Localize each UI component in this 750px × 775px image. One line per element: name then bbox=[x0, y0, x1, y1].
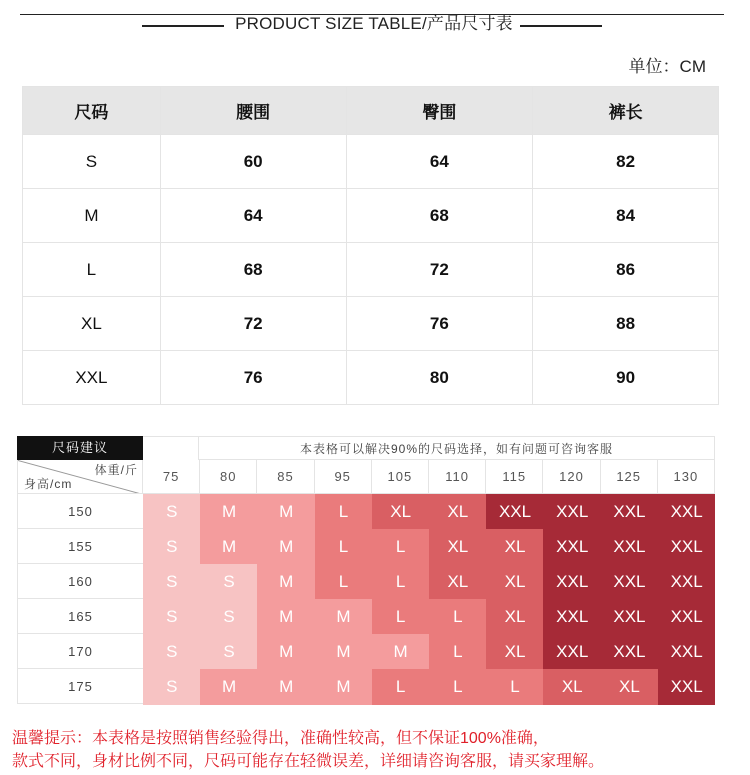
size-recommendation-cell: XXL bbox=[543, 634, 601, 670]
size-recommendation-cell: M bbox=[315, 599, 373, 635]
size-recommendation-cell: L bbox=[372, 599, 430, 635]
waist-cell: 64 bbox=[160, 189, 346, 243]
header-hip: 臀围 bbox=[346, 87, 533, 135]
size-recommendation-cell: XXL bbox=[601, 599, 659, 635]
size-recommendation-cell: XXL bbox=[601, 529, 659, 565]
size-recommendation-cell: S bbox=[143, 634, 201, 670]
tip-line-2: 款式不同，身材比例不同，尺码可能存在轻微误差，详细请咨询客服，请买家理解。 bbox=[12, 753, 605, 770]
size-recommendation-cell: L bbox=[315, 564, 373, 600]
weight-axis-label: 体重/斤 bbox=[94, 463, 138, 477]
weight-header: 125 bbox=[601, 460, 658, 494]
size-recommendation-cell: XXL bbox=[658, 494, 716, 530]
tip-line-1: 温馨提示：本表格是按照销售经验得出，准确性较高，但不保证100%准确， bbox=[12, 730, 549, 747]
hip-cell: 76 bbox=[346, 297, 533, 351]
weight-header: 80 bbox=[200, 460, 257, 494]
length-cell: 84 bbox=[533, 189, 719, 243]
size-recommendation-cell: M bbox=[257, 564, 315, 600]
waist-cell: 60 bbox=[160, 135, 346, 189]
size-recommendation-cell: XL bbox=[429, 529, 487, 565]
size-cell: S bbox=[23, 135, 161, 189]
hip-cell: 80 bbox=[346, 351, 533, 405]
size-cell: L bbox=[23, 243, 161, 297]
size-recommendation-cell: XL bbox=[429, 564, 487, 600]
table-row bbox=[23, 135, 719, 189]
size-recommendation-cell: XL bbox=[543, 669, 601, 705]
size-recommendation-cell: XL bbox=[486, 634, 544, 670]
length-cell: 86 bbox=[533, 243, 719, 297]
unit-label: 单位：CM bbox=[628, 57, 706, 76]
page-title: PRODUCT SIZE TABLE/产品尺寸表 bbox=[235, 14, 513, 33]
length-cell: 88 bbox=[533, 297, 719, 351]
size-recommendation-cell: XXL bbox=[658, 634, 716, 670]
size-recommendation-cell: L bbox=[429, 669, 487, 705]
size-recommendation-cell: M bbox=[200, 669, 258, 705]
size-recommendation-cell: S bbox=[200, 599, 258, 635]
size-recommendation-cell: XXL bbox=[543, 494, 601, 530]
length-cell: 82 bbox=[533, 135, 719, 189]
size-recommendation-cell: XXL bbox=[601, 494, 659, 530]
size-recommendation-cell: XXL bbox=[543, 529, 601, 565]
header-size: 尺码 bbox=[23, 87, 161, 135]
hip-cell: 68 bbox=[346, 189, 533, 243]
waist-cell: 72 bbox=[160, 297, 346, 351]
size-recommendation-cell: XL bbox=[486, 529, 544, 565]
size-recommendation-cell: L bbox=[315, 494, 373, 530]
title-rule-left bbox=[142, 25, 224, 27]
size-recommendation-cell: XXL bbox=[658, 564, 716, 600]
size-recommendation-cell: S bbox=[143, 564, 201, 600]
size-recommendation-cell: XXL bbox=[658, 669, 716, 705]
weight-header: 105 bbox=[372, 460, 429, 494]
table-row bbox=[23, 243, 719, 297]
size-recommendation-cell: L bbox=[372, 529, 430, 565]
size-recommendation-cell: M bbox=[257, 599, 315, 635]
size-recommendation-cell: M bbox=[372, 634, 430, 670]
size-recommendation-cell: L bbox=[486, 669, 544, 705]
size-recommendation-cell: XXL bbox=[486, 494, 544, 530]
size-recommendation-cell: XXL bbox=[543, 599, 601, 635]
title-rule-right bbox=[520, 25, 602, 27]
table-row bbox=[23, 297, 719, 351]
size-table bbox=[22, 86, 719, 405]
size-recommendation-cell: S bbox=[143, 599, 201, 635]
size-table-header-row bbox=[23, 87, 719, 135]
size-recommendation-cell: XXL bbox=[543, 564, 601, 600]
header-spacer bbox=[143, 436, 199, 460]
header-length: 裤长 bbox=[533, 87, 719, 135]
header-waist: 腰围 bbox=[160, 87, 346, 135]
size-recommendation-cell: M bbox=[257, 669, 315, 705]
size-recommendation-cell: L bbox=[372, 564, 430, 600]
size-recommendation-cell: XL bbox=[429, 494, 487, 530]
size-recommendation-cell: L bbox=[372, 669, 430, 705]
size-recommendation-cell: XL bbox=[486, 599, 544, 635]
height-label: 155 bbox=[17, 529, 143, 564]
size-recommendation-cell: XXL bbox=[601, 634, 659, 670]
height-label: 160 bbox=[17, 564, 143, 599]
weight-header: 95 bbox=[315, 460, 372, 494]
weight-header: 110 bbox=[429, 460, 486, 494]
size-recommendation-cell: XXL bbox=[658, 529, 716, 565]
size-cell: XXL bbox=[23, 351, 161, 405]
length-cell: 90 bbox=[533, 351, 719, 405]
recommendation-note: 本表格可以解决90%的尺码选择，如有问题可咨询客服 bbox=[199, 436, 715, 460]
size-recommendation-cell: S bbox=[143, 494, 201, 530]
height-label: 175 bbox=[17, 669, 143, 704]
waist-cell: 76 bbox=[160, 351, 346, 405]
size-recommendation-cell: M bbox=[315, 634, 373, 670]
size-recommendation-cell: L bbox=[429, 634, 487, 670]
weight-header: 75 bbox=[143, 460, 200, 494]
size-recommendation-cell: M bbox=[315, 669, 373, 705]
hip-cell: 72 bbox=[346, 243, 533, 297]
size-recommendation-cell: S bbox=[143, 669, 201, 705]
size-recommendation-cell: L bbox=[429, 599, 487, 635]
size-recommendation-cell: XL bbox=[486, 564, 544, 600]
size-recommendation-cell: S bbox=[143, 529, 201, 565]
height-label: 150 bbox=[17, 494, 143, 529]
table-row bbox=[23, 189, 719, 243]
size-recommendation-cell: XXL bbox=[658, 599, 716, 635]
size-recommendation-cell: XL bbox=[601, 669, 659, 705]
size-recommendation-cell: M bbox=[257, 634, 315, 670]
height-label: 165 bbox=[17, 599, 143, 634]
weight-header: 130 bbox=[658, 460, 715, 494]
weight-header: 85 bbox=[257, 460, 314, 494]
size-recommendation-cell: S bbox=[200, 634, 258, 670]
size-recommendation-cell: M bbox=[257, 494, 315, 530]
table-row bbox=[23, 351, 719, 405]
recommendation-label: 尺码建议 bbox=[17, 436, 143, 460]
size-recommendation-cell: L bbox=[315, 529, 373, 565]
corner-header bbox=[17, 460, 143, 494]
height-axis-label: 身高/cm bbox=[24, 477, 73, 491]
size-cell: M bbox=[23, 189, 161, 243]
size-cell: XL bbox=[23, 297, 161, 351]
size-recommendation-cell: M bbox=[200, 494, 258, 530]
size-recommendation-cell: M bbox=[200, 529, 258, 565]
height-label: 170 bbox=[17, 634, 143, 669]
size-recommendation-cell: M bbox=[257, 529, 315, 565]
weight-header: 115 bbox=[486, 460, 543, 494]
size-recommendation-cell: XXL bbox=[601, 564, 659, 600]
waist-cell: 68 bbox=[160, 243, 346, 297]
size-recommendation-cell: XL bbox=[372, 494, 430, 530]
size-recommendation-cell: S bbox=[200, 564, 258, 600]
weight-header: 120 bbox=[543, 460, 600, 494]
hip-cell: 64 bbox=[346, 135, 533, 189]
